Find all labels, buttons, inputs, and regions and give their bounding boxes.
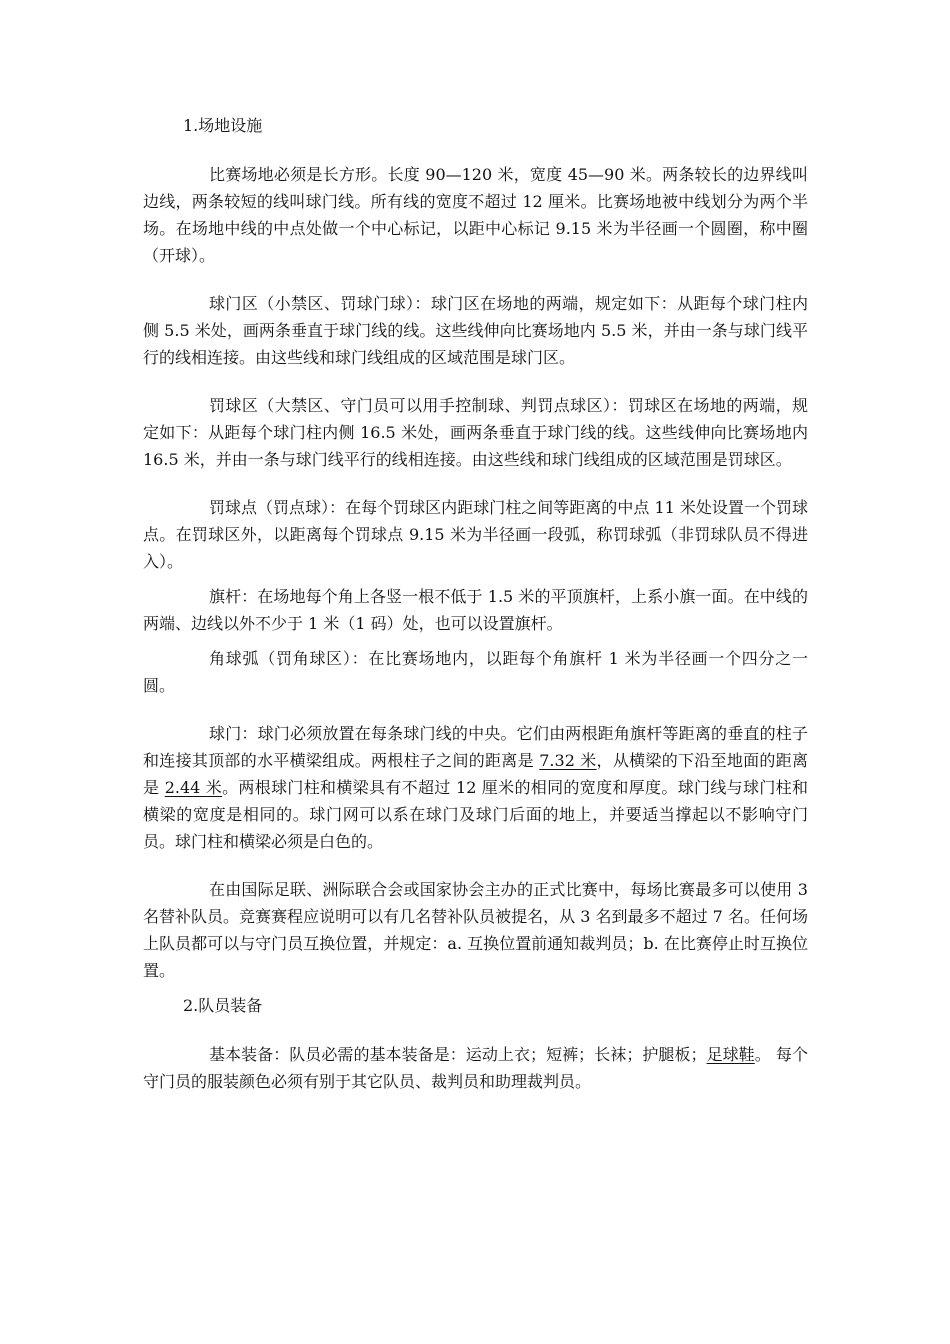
section-heading-equipment: 2.队员装备: [183, 996, 263, 1015]
goals-text-c: 。两根球门柱和横梁具有不超过 12 厘米的相同的宽度和厚度。球门线与球门柱和横梁的宽度是相同的。球门网可以系在球门及球门后面的地上，并要适当撑起以不影响守门员。球门柱和横梁必须是白色的。: [143, 778, 808, 851]
paragraph-goals: [143, 720, 808, 855]
paragraph-substitutes: 在由国际足联、洲际联合会或国家协会主办的正式比赛中，每场比赛最多可以使用 3 名替补队员。竞赛赛程应说明可以有几名替补队员被提名，从 3 名到最多不超过 7 名。任何场上队员都可以与守门员互换位置，并规定：a. 互换位置前通知裁判员；b. 在比赛停止时互换位置。: [143, 880, 808, 980]
paragraph-goal-area: 球门区（小禁区、罚球门球）：球门区在场地的两端，规定如下：从距每个球门柱内侧 5.5 米处，画两条垂直于球门线的线。这些线伸向比赛场地内 5.5 米，并由一条与球门线平行的线相连接。由这些线和球门线组成的区域范围是球门区。: [143, 294, 808, 367]
document-page: [143, 112, 808, 1095]
paragraph-penalty-area: 罚球区（大禁区、守门员可以用手控制球、判罚点球区）：罚球区在场地的两端，规定如下：从距每个球门柱内侧 16.5 米处，画两条垂直于球门线的线。这些线伸向比赛场地内 16.5 米，并由一条与球门线平行的线相连接。由这些线和球门线组成的区域范围是罚球区。: [143, 396, 808, 469]
paragraph-corner-arc: 角球弧（罚角球区）：在比赛场地内，以距每个角旗杆 1 米为半径画一个四分之一圆。: [143, 649, 808, 695]
football-boots-underlined: 足球鞋: [706, 1045, 755, 1064]
goal-height-underlined: 2.44 米: [164, 778, 223, 797]
goal-width-underlined: 7.32 米: [539, 751, 597, 770]
section-heading-facilities: 1.场地设施: [183, 116, 263, 135]
paragraph-flag-posts: 旗杆：在场地每个角上各竖一根不低于 1.5 米的平顶旗杆，上系小旗一面。在中线的两端、边线以外不少于 1 米（1 码）处，也可以设置旗杆。: [143, 587, 808, 633]
goals-text-b: ，从横梁的下沿至地面的距离是: [143, 751, 808, 797]
paragraph-penalty-mark: 罚球点（罚点球）：在每个罚球区内距球门柱之间等距离的中点 11 米处设置一个罚球点。在罚球区外，以距离每个罚球点 9.15 米为半径画一段弧，称罚球弧（非罚球队员不得进入）。: [143, 498, 808, 571]
paragraph-basic-equipment: [143, 1041, 808, 1095]
equipment-text-b: 。 每个守门员的服装颜色必须有别于其它队员、裁判员和助理裁判员。: [143, 1045, 808, 1091]
equipment-text-a: 基本装备：队员必需的基本装备是：运动上衣；短裤；长袜；护腿板；: [209, 1045, 707, 1064]
goals-text-a: 球门：球门必须放置在每条球门线的中央。它们由两根距角旗杆等距离的垂直的柱子和连接其顶部的水平横梁组成。两根柱子之间的距离是: [143, 724, 808, 770]
paragraph-field-dimensions: 比赛场地必须是长方形。长度 90—120 米，宽度 45—90 米。两条较长的边界线叫边线，两条较短的线叫球门线。所有线的宽度不超过 12 厘米。比赛场地被中线划分为两个半场。在场地中线的中点处做一个中心标记，以距中心标记 9.15 米为半径画一个圆圈，称中圈（开球）。: [143, 165, 808, 265]
